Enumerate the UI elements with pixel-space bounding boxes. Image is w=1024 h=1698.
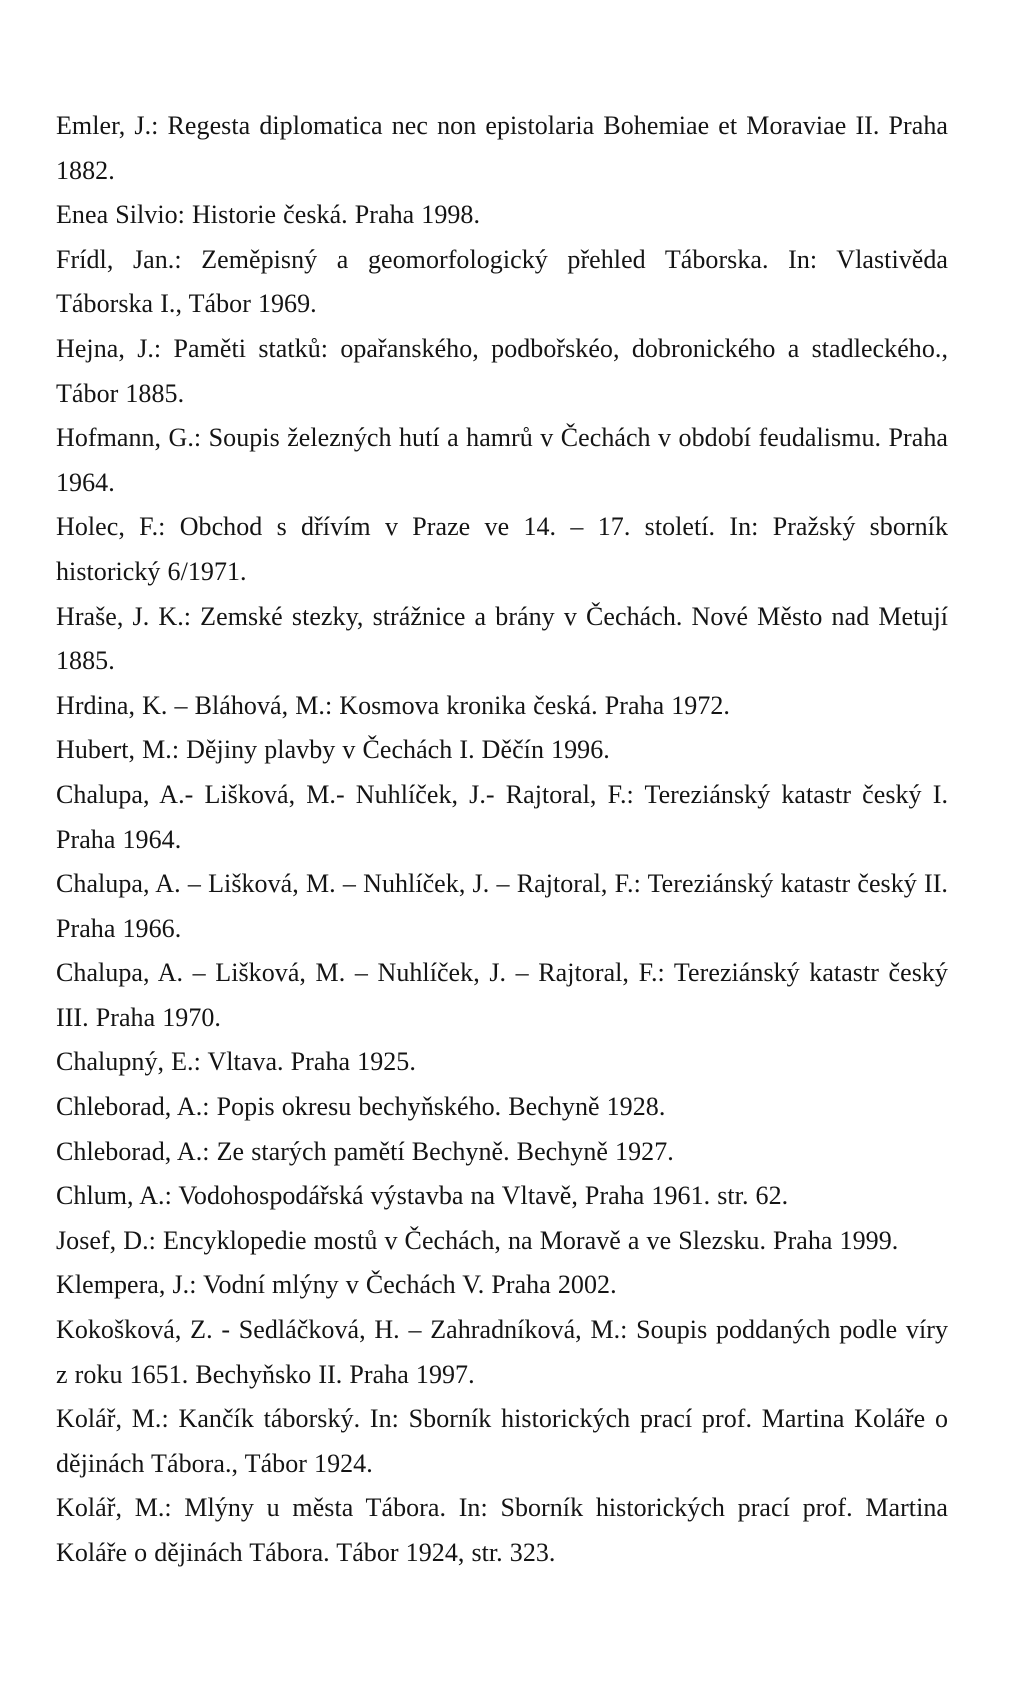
bibliography-entry: Chleborad, A.: Ze starých pamětí Bechyně. Bechyně 1927.	[56, 1136, 674, 1166]
bibliography-entry: Emler, J.: Regesta diplomatica nec non epistolaria Bohemiae et Moraviae II. Praha 1882.	[56, 111, 948, 185]
bibliography-entry: Hubert, M.: Dějiny plavby v Čechách I. Děčín 1996.	[56, 735, 610, 765]
bibliography-entry: Chalupa, A.- Lišková, M.- Nuhlíček, J.- Rajtoral, F.: Tereziánský katastr český I. Praha 1964.	[56, 779, 948, 854]
bibliography-entry: Frídl, Jan.: Zeměpisný a geomorfologický přehled Táborska. In: Vlastivěda Táborska I., Tábor 1969.	[56, 244, 948, 319]
bibliography-entry: Chleborad, A.: Popis okresu bechyňského. Bechyně 1928.	[56, 1092, 666, 1122]
bibliography-entry: Hofmann, G.: Soupis železných hutí a hamrů v Čechách v období feudalismu. Praha 1964.	[56, 423, 948, 497]
bibliography-entry: Kokošková, Z. - Sedláčková, H. – Zahradníková, M.: Soupis poddaných podle víry z roku 1651. Bechyňsko II. Praha 1997.	[56, 1315, 948, 1389]
bibliography-entry: Hraše, J. K.: Zemské stezky, strážnice a brány v Čechách. Nové Město nad Metují 1885.	[56, 601, 948, 676]
bibliography-entry: Enea Silvio: Historie česká. Praha 1998.	[56, 200, 481, 230]
bibliography-entry: Chlum, A.: Vodohospodářská výstavba na Vltavě, Praha 1961. str. 62.	[56, 1181, 789, 1211]
bibliography-entry: Chalupa, A. – Lišková, M. – Nuhlíček, J. – Rajtoral, F.: Tereziánský katastr český II. Praha 1966.	[56, 869, 948, 943]
bibliography-list	[56, 104, 948, 1576]
bibliography-entry: Kolář, M.: Kančík táborský. In: Sborník historických prací prof. Martina Koláře o dějinách Tábora., Tábor 1924.	[56, 1404, 948, 1478]
bibliography-entry: Holec, F.: Obchod s dřívím v Praze ve 14. – 17. století. In: Pražský sborník historický 6/1971.	[56, 512, 948, 586]
bibliography-entry: Hejna, J.: Paměti statků: opařanského, podbořskéo, dobronického a stadleckého., Tábor 1885.	[56, 333, 948, 408]
bibliography-entry: Chalupný, E.: Vltava. Praha 1925.	[56, 1047, 416, 1077]
bibliography-entry: Chalupa, A. – Lišková, M. – Nuhlíček, J. – Rajtoral, F.: Tereziánský katastr český III. Praha 1970.	[56, 958, 948, 1032]
bibliography-entry: Klempera, J.: Vodní mlýny v Čechách V. Praha 2002.	[56, 1270, 617, 1300]
bibliography-entry: Kolář, M.: Mlýny u města Tábora. In: Sborník historických prací prof. Martina Koláře o dějinách Tábora. Tábor 1924, str. 323.	[56, 1493, 948, 1567]
bibliography-entry: Hrdina, K. – Bláhová, M.: Kosmova kronika česká. Praha 1972.	[56, 690, 730, 720]
bibliography-entry: Josef, D.: Encyklopedie mostů v Čechách, na Moravě a ve Slezsku. Praha 1999.	[56, 1225, 899, 1255]
